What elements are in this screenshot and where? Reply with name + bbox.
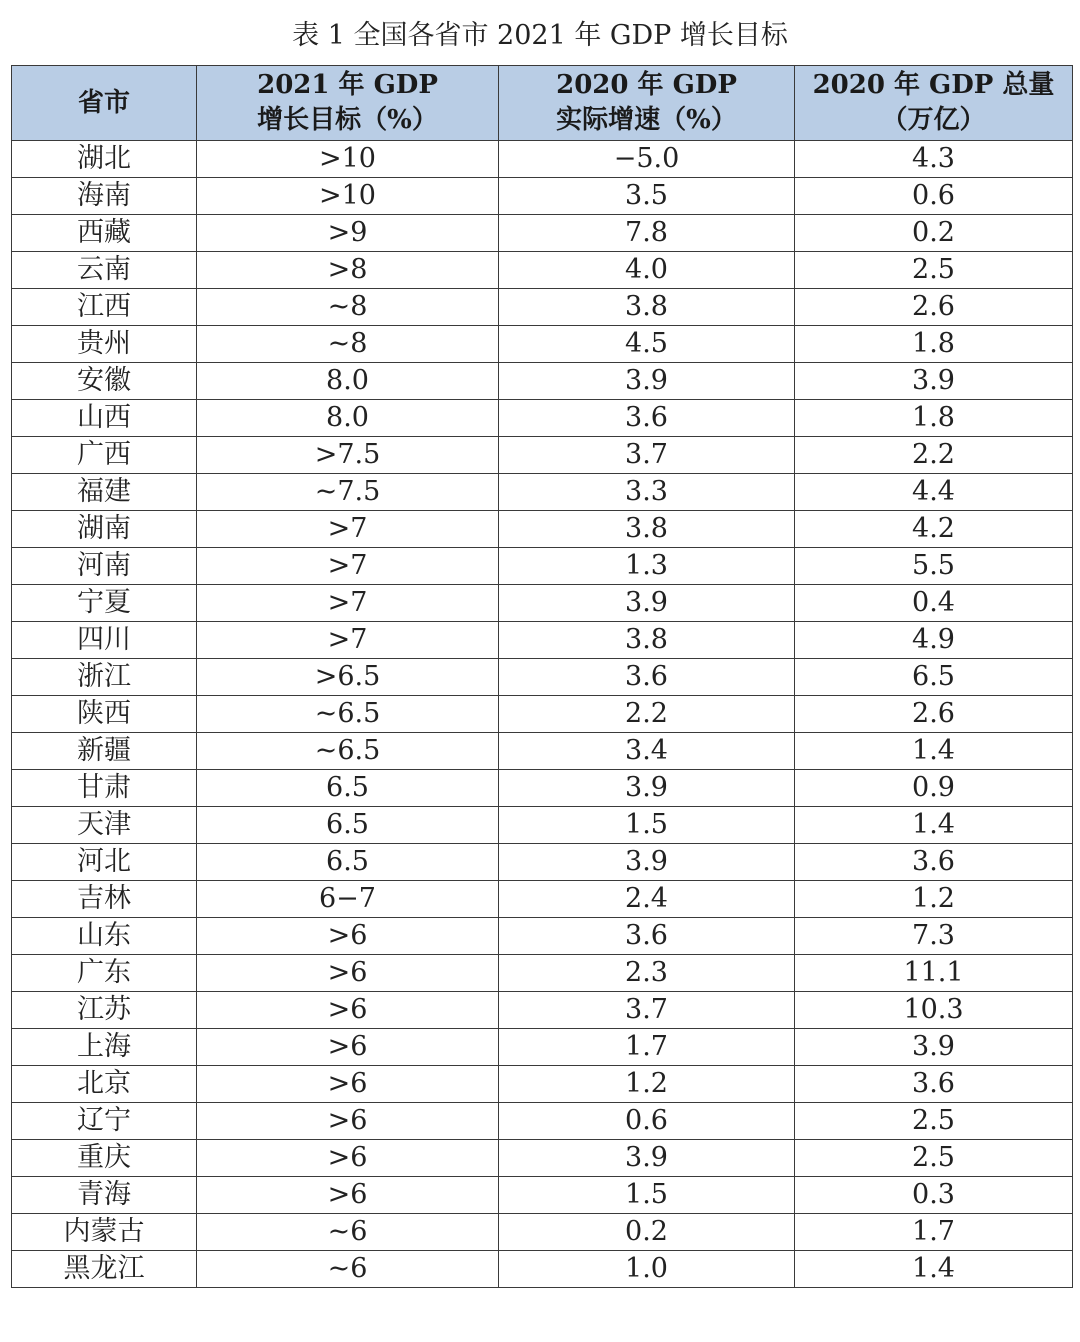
cell-2020-total: 2.6 — [795, 289, 1073, 326]
cell-2020-growth: 2.2 — [499, 696, 795, 733]
cell-2020-growth: 2.4 — [499, 881, 795, 918]
cell-2021-target: >8 — [197, 252, 499, 289]
cell-2020-total: 3.6 — [795, 1066, 1073, 1103]
cell-2020-total: 2.2 — [795, 437, 1073, 474]
cell-2020-growth: 3.6 — [499, 400, 795, 437]
table-row — [12, 141, 1073, 178]
table-row — [12, 992, 1073, 1029]
header-province-label: 省市 — [77, 87, 130, 118]
cell-2021-target: >7 — [197, 548, 499, 585]
cell-2021-target: 8.0 — [197, 363, 499, 400]
cell-2021-target: >6 — [197, 1140, 499, 1177]
table-row — [12, 585, 1073, 622]
cell-province: 河北 — [12, 844, 197, 881]
cell-2021-target: >6 — [197, 918, 499, 955]
cell-2020-growth: 1.5 — [499, 1177, 795, 1214]
cell-province: 贵州 — [12, 326, 197, 363]
table-row — [12, 400, 1073, 437]
cell-2020-total: 0.3 — [795, 1177, 1073, 1214]
cell-2020-growth: 1.7 — [499, 1029, 795, 1066]
table-row — [12, 363, 1073, 400]
cell-2020-growth: 3.9 — [499, 363, 795, 400]
cell-2021-target: >6 — [197, 992, 499, 1029]
cell-province: 天津 — [12, 807, 197, 844]
cell-2021-target: >6 — [197, 955, 499, 992]
table-row — [12, 437, 1073, 474]
cell-2021-target: 6.5 — [197, 807, 499, 844]
cell-2020-total: 11.1 — [795, 955, 1073, 992]
cell-province: 北京 — [12, 1066, 197, 1103]
cell-2020-growth: 3.6 — [499, 659, 795, 696]
table-row — [12, 1214, 1073, 1251]
header-2021-target-line2: 增长目标（%） — [257, 105, 438, 135]
cell-2020-growth: 3.8 — [499, 289, 795, 326]
cell-2020-growth: 3.5 — [499, 178, 795, 215]
table-header — [12, 66, 1073, 141]
table-row — [12, 881, 1073, 918]
cell-2021-target: >6 — [197, 1029, 499, 1066]
cell-2020-total: 10.3 — [795, 992, 1073, 1029]
cell-2020-total: 3.9 — [795, 1029, 1073, 1066]
cell-2021-target: >9 — [197, 215, 499, 252]
cell-2020-total: 4.2 — [795, 511, 1073, 548]
cell-2020-total: 1.2 — [795, 881, 1073, 918]
cell-2020-total: 2.5 — [795, 252, 1073, 289]
cell-2021-target: >7 — [197, 622, 499, 659]
cell-province: 云南 — [12, 252, 197, 289]
cell-2020-total: 0.6 — [795, 178, 1073, 215]
cell-2020-growth: 2.3 — [499, 955, 795, 992]
header-2021-target-line1: 2021 年 GDP — [257, 70, 438, 100]
cell-province: 福建 — [12, 474, 197, 511]
cell-2020-growth: 3.9 — [499, 1140, 795, 1177]
table-body — [12, 141, 1073, 1288]
cell-2020-total: 2.6 — [795, 696, 1073, 733]
cell-province: 四川 — [12, 622, 197, 659]
cell-2020-growth: 0.2 — [499, 1214, 795, 1251]
cell-province: 陕西 — [12, 696, 197, 733]
table-row — [12, 178, 1073, 215]
cell-2020-growth: 3.9 — [499, 844, 795, 881]
cell-2020-total: 1.4 — [795, 1251, 1073, 1288]
cell-2021-target: ~6 — [197, 1251, 499, 1288]
cell-province: 江苏 — [12, 992, 197, 1029]
cell-province: 山西 — [12, 400, 197, 437]
cell-2021-target: >7 — [197, 511, 499, 548]
cell-2021-target: 6.5 — [197, 770, 499, 807]
table-caption: 表 1 全国各省市 2021 年 GDP 增长目标 — [292, 20, 788, 51]
cell-2020-total: 1.8 — [795, 400, 1073, 437]
header-row — [12, 66, 1073, 141]
cell-2020-growth: 3.9 — [499, 770, 795, 807]
cell-2021-target: >7 — [197, 585, 499, 622]
table-row — [12, 844, 1073, 881]
table-row — [12, 252, 1073, 289]
cell-province: 甘肃 — [12, 770, 197, 807]
cell-2021-target: >6 — [197, 1066, 499, 1103]
cell-2021-target: >6.5 — [197, 659, 499, 696]
cell-2020-growth: 4.5 — [499, 326, 795, 363]
cell-2021-target: >10 — [197, 141, 499, 178]
header-2020-growth-line1: 2020 年 GDP — [556, 70, 737, 100]
table-row — [12, 548, 1073, 585]
table-row — [12, 326, 1073, 363]
table-row — [12, 1251, 1073, 1288]
cell-2020-growth: 0.6 — [499, 1103, 795, 1140]
cell-province: 广东 — [12, 955, 197, 992]
cell-province: 湖北 — [12, 141, 197, 178]
header-2020-total-line2: （万亿） — [881, 105, 986, 135]
cell-2021-target: ~7.5 — [197, 474, 499, 511]
cell-2020-total: 6.5 — [795, 659, 1073, 696]
cell-2021-target: >6 — [197, 1103, 499, 1140]
cell-province: 安徽 — [12, 363, 197, 400]
cell-2020-growth: 1.5 — [499, 807, 795, 844]
cell-2020-total: 1.8 — [795, 326, 1073, 363]
table-row — [12, 1103, 1073, 1140]
cell-2020-growth: 3.8 — [499, 622, 795, 659]
table-row — [12, 511, 1073, 548]
table-row — [12, 807, 1073, 844]
cell-province: 宁夏 — [12, 585, 197, 622]
cell-2020-total: 2.5 — [795, 1103, 1073, 1140]
table-row — [12, 770, 1073, 807]
cell-province: 湖南 — [12, 511, 197, 548]
cell-province: 海南 — [12, 178, 197, 215]
cell-2020-total: 3.6 — [795, 844, 1073, 881]
table-row — [12, 474, 1073, 511]
cell-2020-total: 1.4 — [795, 807, 1073, 844]
cell-2021-target: ~6.5 — [197, 733, 499, 770]
table-row — [12, 1066, 1073, 1103]
header-2020-growth-line2: 实际增速（%） — [556, 105, 737, 135]
table-row — [12, 622, 1073, 659]
cell-province: 辽宁 — [12, 1103, 197, 1140]
gdp-target-table — [11, 65, 1073, 1288]
cell-province: 新疆 — [12, 733, 197, 770]
cell-2021-target: ~6 — [197, 1214, 499, 1251]
cell-2020-total: 2.5 — [795, 1140, 1073, 1177]
header-2021-target — [197, 66, 499, 141]
table-row — [12, 659, 1073, 696]
cell-2020-growth: 3.4 — [499, 733, 795, 770]
cell-2020-total: 4.4 — [795, 474, 1073, 511]
cell-province: 山东 — [12, 918, 197, 955]
cell-2021-target: >10 — [197, 178, 499, 215]
cell-province: 青海 — [12, 1177, 197, 1214]
cell-2020-total: 1.4 — [795, 733, 1073, 770]
header-province — [12, 66, 197, 141]
table-row — [12, 215, 1073, 252]
cell-2020-growth: 3.3 — [499, 474, 795, 511]
cell-2021-target: 8.0 — [197, 400, 499, 437]
cell-2020-total: 3.9 — [795, 363, 1073, 400]
cell-2021-target: ~6.5 — [197, 696, 499, 733]
cell-2020-growth: 3.9 — [499, 585, 795, 622]
cell-2020-total: 4.3 — [795, 141, 1073, 178]
cell-province: 黑龙江 — [12, 1251, 197, 1288]
cell-2020-growth: 1.2 — [499, 1066, 795, 1103]
cell-2020-total: 1.7 — [795, 1214, 1073, 1251]
header-2020-growth — [499, 66, 795, 141]
cell-2021-target: ~8 — [197, 326, 499, 363]
cell-province: 吉林 — [12, 881, 197, 918]
header-2020-total-line1: 2020 年 GDP 总量 — [812, 70, 1055, 100]
cell-province: 上海 — [12, 1029, 197, 1066]
table-row — [12, 955, 1073, 992]
cell-2021-target: 6.5 — [197, 844, 499, 881]
table-row — [12, 289, 1073, 326]
cell-2020-growth: 1.3 — [499, 548, 795, 585]
cell-province: 重庆 — [12, 1140, 197, 1177]
cell-province: 西藏 — [12, 215, 197, 252]
cell-province: 江西 — [12, 289, 197, 326]
cell-2020-total: 7.3 — [795, 918, 1073, 955]
cell-2020-total: 0.2 — [795, 215, 1073, 252]
table-row — [12, 1177, 1073, 1214]
cell-2020-growth: 3.7 — [499, 437, 795, 474]
cell-2021-target: ~8 — [197, 289, 499, 326]
cell-2020-growth: −5.0 — [499, 141, 795, 178]
cell-2020-growth: 3.8 — [499, 511, 795, 548]
table-row — [12, 1140, 1073, 1177]
cell-2021-target: >7.5 — [197, 437, 499, 474]
table-row — [12, 696, 1073, 733]
table-row — [12, 918, 1073, 955]
cell-2020-growth: 3.7 — [499, 992, 795, 1029]
cell-province: 浙江 — [12, 659, 197, 696]
cell-2020-growth: 3.6 — [499, 918, 795, 955]
cell-2020-total: 0.9 — [795, 770, 1073, 807]
cell-2020-total: 4.9 — [795, 622, 1073, 659]
cell-2020-growth: 1.0 — [499, 1251, 795, 1288]
table-row — [12, 1029, 1073, 1066]
cell-2020-total: 5.5 — [795, 548, 1073, 585]
table-row — [12, 733, 1073, 770]
cell-province: 广西 — [12, 437, 197, 474]
cell-province: 河南 — [12, 548, 197, 585]
cell-2020-growth: 4.0 — [499, 252, 795, 289]
cell-2021-target: 6−7 — [197, 881, 499, 918]
cell-province: 内蒙古 — [12, 1214, 197, 1251]
cell-2020-total: 0.4 — [795, 585, 1073, 622]
cell-2021-target: >6 — [197, 1177, 499, 1214]
header-2020-total — [795, 66, 1073, 141]
cell-2020-growth: 7.8 — [499, 215, 795, 252]
